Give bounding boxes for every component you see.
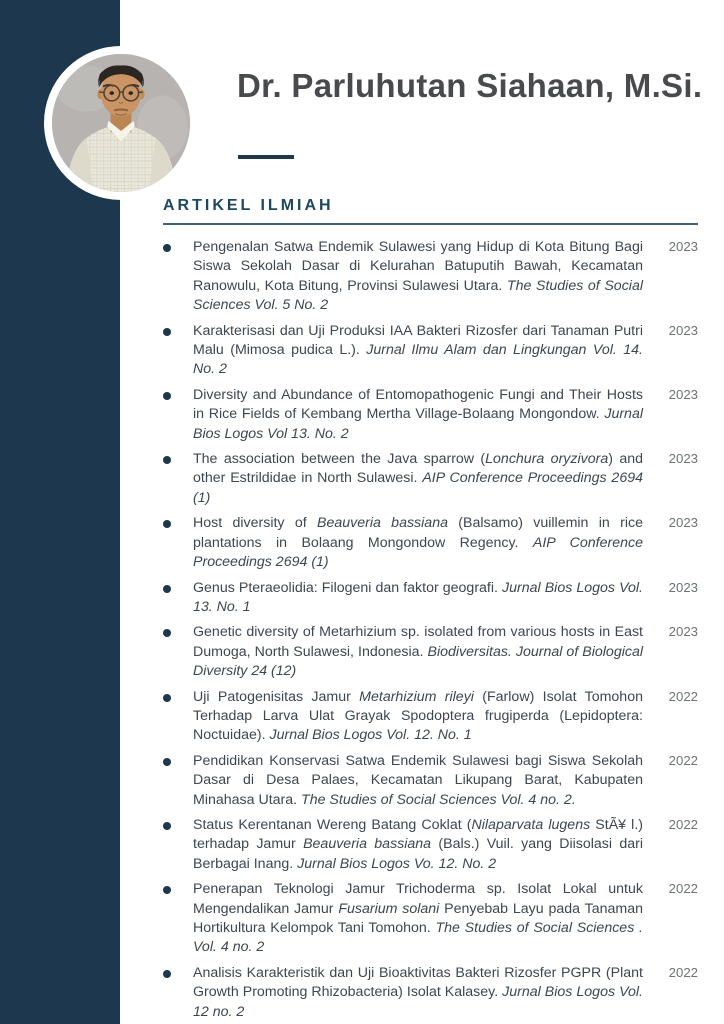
article-item bbox=[163, 623, 698, 681]
article-item bbox=[163, 579, 698, 618]
bullet-icon bbox=[163, 970, 171, 978]
article-item bbox=[163, 816, 698, 874]
section-divider bbox=[163, 223, 698, 225]
bullet-icon bbox=[163, 694, 171, 702]
article-citation: Status Kerentanan Wereng Batang Coklat (Nilaparvata lugens StÃ¥ l.) terhadap Jamur Beauveria bassiana (Bals.) Vuil. yang Diisolasi dari Berbagai Inang. Jurnal Bios Logos Vo. 12. No. 2 bbox=[193, 816, 643, 872]
article-year: 2022 bbox=[668, 881, 698, 897]
articles-section bbox=[163, 197, 698, 1024]
article-item bbox=[163, 450, 698, 508]
article-year: 2023 bbox=[668, 579, 698, 595]
article-item bbox=[163, 514, 698, 572]
article-item bbox=[163, 238, 698, 316]
article-year: 2022 bbox=[668, 964, 698, 980]
portrait-illustration bbox=[52, 54, 190, 192]
article-year: 2022 bbox=[668, 816, 698, 832]
article-citation: Genetic diversity of Metarhizium sp. isolated from various hosts in East Dumoga, North Sulawesi, Indonesia. Biodiversitas. Journal of Biological Diversity 24 (12) bbox=[193, 624, 643, 680]
article-citation: Host diversity of Beauveria bassiana (Balsamo) vuillemin in rice plantations in Bolaang Mongondow Regency. AIP Conference Proceedings 2694 (1) bbox=[193, 515, 643, 571]
article-item bbox=[163, 880, 698, 958]
profile-photo bbox=[44, 46, 198, 200]
article-year: 2022 bbox=[668, 688, 698, 704]
bullet-icon bbox=[163, 244, 171, 252]
bullet-icon bbox=[163, 886, 171, 894]
article-item bbox=[163, 752, 698, 810]
page-title: Dr. Parluhutan Siahaan, M.Si. bbox=[237, 67, 703, 104]
article-citation: Diversity and Abundance of Entomopathogenic Fungi and Their Hosts in Rice Fields of Kembang Mertha Village-Bolaang Mongondow. Jurnal Bios Logos Vol 13. No. 2 bbox=[193, 386, 643, 442]
article-citation: The association between the Java sparrow (Lonchura oryzivora) and other Estrildidae in North Sulawesi. AIP Conference Proceedings 2694 (1) bbox=[193, 451, 644, 506]
article-year: 2023 bbox=[668, 624, 698, 640]
article-item bbox=[163, 386, 698, 444]
bullet-icon bbox=[163, 822, 171, 830]
article-citation: Pendidikan Konservasi Satwa Endemik Sulawesi bagi Siswa Sekolah Dasar di Desa Palaes, Kecamatan Likupang Barat, Kabupaten Minahasa Utara. The Studies of Social Sciences Vol. 4 no. 2. bbox=[193, 752, 643, 808]
article-year: 2022 bbox=[668, 752, 698, 768]
article-citation: Penerapan Teknologi Jamur Trichoderma sp. Isolat Lokal untuk Mengendalikan Jamur Fusarium solani Penyebab Layu pada Tanaman Hortikultura Kelompok Tani Tomohon. The Studies of Social Sciences . Vol. 4 no. 2 bbox=[193, 881, 643, 956]
article-year: 2023 bbox=[668, 322, 698, 338]
title-underline bbox=[238, 155, 294, 159]
bullet-icon bbox=[163, 392, 171, 400]
article-citation: Genus Pteraeolidia: Filogeni dan faktor geografi. Jurnal Bios Logos Vol. 13. No. 1 bbox=[193, 579, 643, 615]
article-item bbox=[163, 688, 698, 746]
article-item bbox=[163, 322, 698, 380]
bullet-icon bbox=[163, 585, 171, 593]
article-citation: Pengenalan Satwa Endemik Sulawesi yang Hidup di Kota Bitung Bagi Siswa Sekolah Dasar di Kelurahan Batuputih Bawah, Kecamatan Ranowulu, Kota Bitung, Provinsi Sulawesi Utara. The Studies of Social Sciences Vol. 5 No. 2 bbox=[193, 239, 643, 314]
article-year: 2023 bbox=[668, 239, 698, 254]
article-year: 2023 bbox=[668, 515, 698, 531]
article-item bbox=[163, 964, 698, 1022]
article-citation: Uji Patogenisitas Jamur Metarhizium rileyi (Farlow) Isolat Tomohon Terhadap Larva Ulat Grayak Spodoptera frugiperda (Lepidoptera: Noctuidae). Jurnal Bios Logos Vol. 12. No. 1 bbox=[193, 688, 643, 744]
bullet-icon bbox=[163, 629, 171, 637]
article-year: 2023 bbox=[668, 386, 698, 402]
article-list bbox=[163, 238, 698, 1022]
article-year: 2023 bbox=[668, 451, 698, 467]
bullet-icon bbox=[163, 456, 171, 464]
section-title: ARTIKEL ILMIAH bbox=[163, 197, 334, 214]
article-citation: Karakterisasi dan Uji Produksi IAA Bakteri Rizosfer dari Tanaman Putri Malu (Mimosa pudica L.). Jurnal Ilmu Alam dan Lingkungan Vol. 14. No. 2 bbox=[193, 322, 643, 378]
article-citation: Analisis Karakteristik dan Uji Bioaktivitas Bakteri Rizosfer PGPR (Plant Growth Promoting Rhizobacteria) Isolat Kalasey. Jurnal Bios Logos Vol. 12 no. 2 bbox=[193, 964, 643, 1020]
bullet-icon bbox=[163, 520, 171, 528]
bullet-icon bbox=[163, 328, 171, 336]
bullet-icon bbox=[163, 758, 171, 766]
